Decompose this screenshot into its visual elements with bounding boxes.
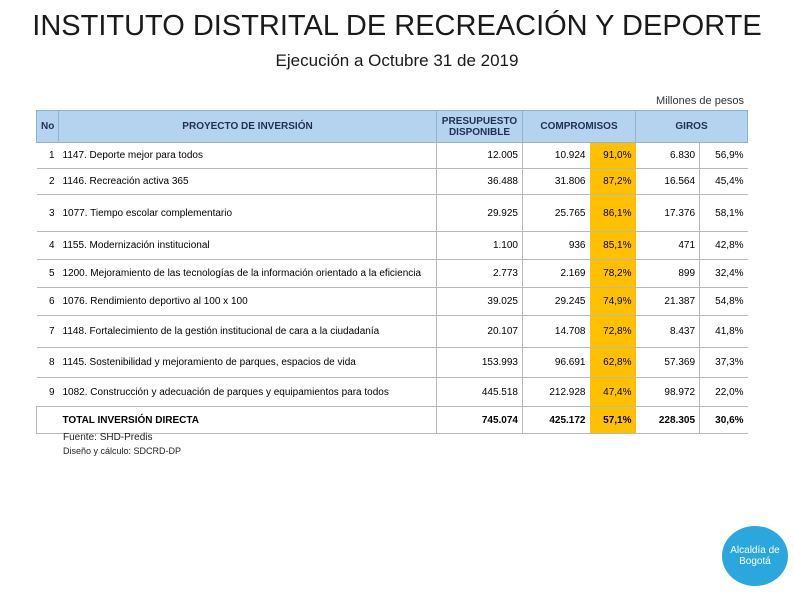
commitment-percent: 91,0% bbox=[590, 143, 636, 169]
table-row bbox=[37, 232, 748, 260]
commitment-percent: 78,2% bbox=[590, 260, 636, 288]
commitment-value: 212.928 bbox=[523, 378, 590, 407]
payment-percent: 22,0% bbox=[700, 378, 748, 407]
budget-value: 20.107 bbox=[437, 316, 523, 348]
total-payments: 228.305 bbox=[636, 407, 700, 434]
total-payment-percent: 30,6% bbox=[700, 407, 748, 434]
commitment-percent: 87,2% bbox=[590, 169, 636, 195]
budget-value: 1.100 bbox=[437, 232, 523, 260]
total-commitments: 425.172 bbox=[523, 407, 590, 434]
payment-value: 899 bbox=[636, 260, 700, 288]
commitment-value: 10.924 bbox=[523, 143, 590, 169]
payment-value: 6.830 bbox=[636, 143, 700, 169]
total-row bbox=[37, 407, 748, 434]
payment-value: 17.376 bbox=[636, 195, 700, 232]
commitment-value: 2.169 bbox=[523, 260, 590, 288]
table-row bbox=[37, 260, 748, 288]
project-name: 1076. Rendimiento deportivo al 100 x 100 bbox=[59, 288, 437, 316]
table-row bbox=[37, 288, 748, 316]
payment-percent: 37,3% bbox=[700, 348, 748, 378]
commitment-value: 29.245 bbox=[523, 288, 590, 316]
commitment-percent: 74,9% bbox=[590, 288, 636, 316]
project-name: 1146. Recreación activa 365 bbox=[59, 169, 437, 195]
row-number: 3 bbox=[37, 195, 59, 232]
row-number: 5 bbox=[37, 260, 59, 288]
payment-percent: 41,8% bbox=[700, 316, 748, 348]
table-header-row bbox=[37, 111, 748, 143]
table-row bbox=[37, 316, 748, 348]
commitment-value: 936 bbox=[523, 232, 590, 260]
payment-percent: 42,8% bbox=[700, 232, 748, 260]
logo-line-1: Alcaldía de bbox=[730, 545, 780, 556]
budget-value: 445.518 bbox=[437, 378, 523, 407]
investment-table bbox=[36, 110, 748, 434]
row-number: 7 bbox=[37, 316, 59, 348]
commitment-percent: 85,1% bbox=[590, 232, 636, 260]
table-row bbox=[37, 378, 748, 407]
payment-percent: 56,9% bbox=[700, 143, 748, 169]
units-label: Millones de pesos bbox=[656, 95, 745, 107]
project-name: 1082. Construcción y adecuación de parques y equipamientos para todos bbox=[59, 378, 437, 407]
payment-percent: 45,4% bbox=[700, 169, 748, 195]
logo-line-2: Bogotá bbox=[739, 556, 771, 567]
commitment-value: 14.708 bbox=[523, 316, 590, 348]
commitment-percent: 86,1% bbox=[590, 195, 636, 232]
budget-value: 2.773 bbox=[437, 260, 523, 288]
row-number: 2 bbox=[37, 169, 59, 195]
commitment-value: 25.765 bbox=[523, 195, 590, 232]
commitment-value: 96.691 bbox=[523, 348, 590, 378]
column-header-budget: PRESUPUESTO DISPONIBLE bbox=[437, 111, 523, 143]
payment-percent: 32,4% bbox=[700, 260, 748, 288]
table-row bbox=[37, 348, 748, 378]
column-header-no: No bbox=[37, 111, 59, 143]
project-name: 1147. Deporte mejor para todos bbox=[59, 143, 437, 169]
project-name: 1077. Tiempo escolar complementario bbox=[59, 195, 437, 232]
commitment-percent: 62,8% bbox=[590, 348, 636, 378]
project-name: 1155. Modernización institucional bbox=[59, 232, 437, 260]
column-header-payments: GIROS bbox=[636, 111, 748, 143]
payment-percent: 54,8% bbox=[700, 288, 748, 316]
table-row bbox=[37, 143, 748, 169]
budget-value: 39.025 bbox=[437, 288, 523, 316]
budget-value: 36.488 bbox=[437, 169, 523, 195]
column-header-commitments: COMPROMISOS bbox=[523, 111, 636, 143]
budget-value: 153.993 bbox=[437, 348, 523, 378]
project-name: 1148. Fortalecimiento de la gestión institucional de cara a la ciudadanía bbox=[59, 316, 437, 348]
payment-value: 21.387 bbox=[636, 288, 700, 316]
commitment-value: 31.806 bbox=[523, 169, 590, 195]
row-number: 9 bbox=[37, 378, 59, 407]
payment-value: 16.564 bbox=[636, 169, 700, 195]
page-subtitle: Ejecución a Octubre 31 de 2019 bbox=[275, 51, 519, 70]
payment-value: 57.369 bbox=[636, 348, 700, 378]
payment-value: 471 bbox=[636, 232, 700, 260]
budget-value: 29.925 bbox=[437, 195, 523, 232]
table-body bbox=[37, 143, 748, 434]
design-note: Diseño y cálculo: SDCRD-DP bbox=[63, 446, 182, 456]
row-number: 4 bbox=[37, 232, 59, 260]
row-number: 1 bbox=[37, 143, 59, 169]
commitment-percent: 72,8% bbox=[590, 316, 636, 348]
payment-value: 98.972 bbox=[636, 378, 700, 407]
table-row bbox=[37, 195, 748, 232]
budget-value: 12.005 bbox=[437, 143, 523, 169]
project-name: 1145. Sostenibilidad y mejoramiento de parques, espacios de vida bbox=[59, 348, 437, 378]
payment-percent: 58,1% bbox=[700, 195, 748, 232]
table-row bbox=[37, 169, 748, 195]
total-budget: 745.074 bbox=[437, 407, 523, 434]
column-header-project: PROYECTO DE INVERSIÓN bbox=[59, 111, 437, 143]
total-label: TOTAL INVERSIÓN DIRECTA bbox=[59, 407, 437, 434]
project-name: 1200. Mejoramiento de las tecnologías de la información orientado a la eficiencia bbox=[59, 260, 437, 288]
source-note: Fuente: SHD-Predis bbox=[63, 432, 153, 443]
commitment-percent: 47,4% bbox=[590, 378, 636, 407]
alcaldia-bogota-logo bbox=[722, 526, 788, 586]
page-title: INSTITUTO DISTRITAL DE RECREACIÓN Y DEPORTE bbox=[32, 10, 762, 42]
row-number: 6 bbox=[37, 288, 59, 316]
row-number: 8 bbox=[37, 348, 59, 378]
total-commitment-percent: 57,1% bbox=[590, 407, 636, 434]
payment-value: 8.437 bbox=[636, 316, 700, 348]
